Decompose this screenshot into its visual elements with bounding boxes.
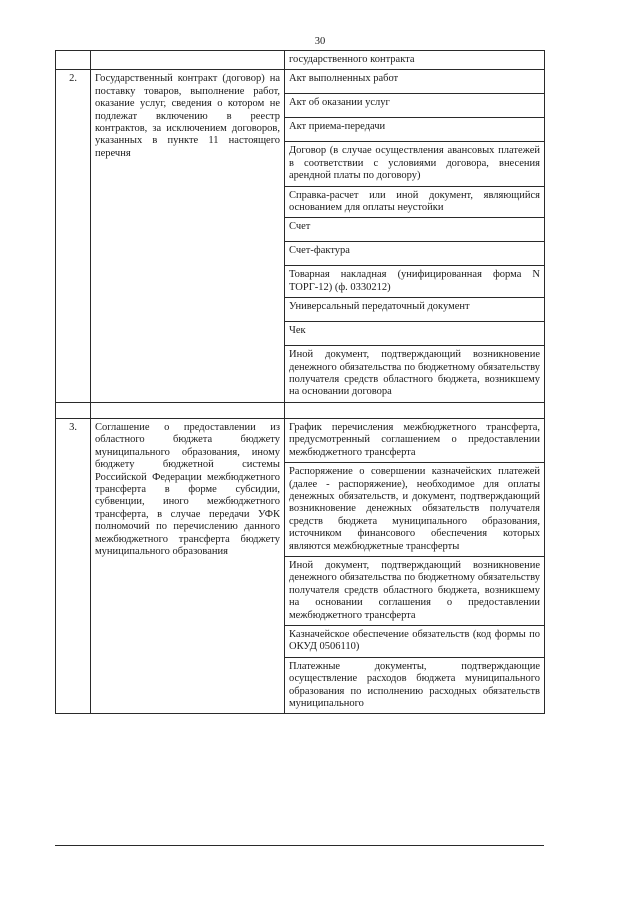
spacer-cell: [91, 402, 285, 418]
document-name-cell: Чек: [285, 322, 545, 346]
page-number: 30: [314, 36, 326, 47]
document-name-cell: График перечисления межбюджетного трансферта, предусмотренный соглашением о предоставлении межбюджетного трансферта: [285, 418, 545, 462]
document-name-cell: Распоряжение о совершении казначейских платежей (далее - распоряжение), необходимое для оплаты денежных обязательств, и документ, подтверждающий возникновение денежных обязательств получателя средств бюджета муниципального образования, источником финансового обеспечения которых являются межбюджетные трансферты: [285, 463, 545, 557]
document-name-cell: Иной документ, подтверждающий возникновение денежного обязательства по бюджетному обязательству получателя средств областного бюджета, возникшему на основании соглашения о предоставлении межбюджетного трансферта: [285, 556, 545, 625]
table-row-spacer: [56, 402, 545, 418]
basis-cell: Соглашение о предоставлении из областного бюджета бюджету муниципального образования, иному бюджету бюджетной системы Российской Федерации межбюджетного трансферта в форме субсидии, субвенции, иного межбюджетного трансферта, в случае передачи УФК полномочий по перечислению данного межбюджетного трансферта бюджету муниципального образования: [91, 418, 285, 714]
document-name-cell: Платежные документы, подтверждающие осуществление расходов бюджета муниципального образования по исполнению расходных обязательств муниципального: [285, 657, 545, 714]
document-name-cell: Универсальный передаточный документ: [285, 298, 545, 322]
row-number-cell: 2.: [56, 70, 91, 402]
document-name-cell: Счет-фактура: [285, 242, 545, 266]
spacer-cell: [56, 402, 91, 418]
document-name-cell: Договор (в случае осуществления авансовых платежей в соответствии с условиями договора, внесения арендной платы по договору): [285, 142, 545, 186]
document-name-cell: государственного контракта: [285, 51, 545, 70]
row-number-cell: [56, 51, 91, 70]
document-name-cell: Справка-расчет или иной документ, являющийся основанием для оплаты неустойки: [285, 186, 545, 218]
document-name-cell: Счет: [285, 218, 545, 242]
document-name-cell: Казначейское обеспечение обязательств (код формы по ОКУД 0506110): [285, 625, 545, 657]
document-name-cell: Акт об оказании услуг: [285, 94, 545, 118]
table-row-continuation: [56, 51, 545, 70]
document-name-cell: Акт приема-передачи: [285, 118, 545, 142]
document-name-cell: Товарная накладная (унифицированная форма N ТОРГ-12) (ф. 0330212): [285, 266, 545, 298]
row-number-cell: 3.: [56, 418, 91, 714]
spacer-cell: [285, 402, 545, 418]
basis-cell: Государственный контракт (договор) на поставку товаров, выполнение работ, оказание услуг, сведения о котором не подлежат включению в реестр контрактов, за исключением договоров, указанных в пункте 11 настоящего перечня: [91, 70, 285, 402]
table-row-2: [56, 70, 545, 94]
page-bottom-margin: [0, 846, 640, 905]
document-name-cell: Акт выполненных работ: [285, 70, 545, 94]
document-table: [55, 50, 545, 714]
basis-cell: [91, 51, 285, 70]
document-name-cell: Иной документ, подтверждающий возникновение денежного обязательства по бюджетному обязательству получателя средств областного бюджета, возникшему на основании договора: [285, 346, 545, 403]
table-row-3: [56, 418, 545, 462]
